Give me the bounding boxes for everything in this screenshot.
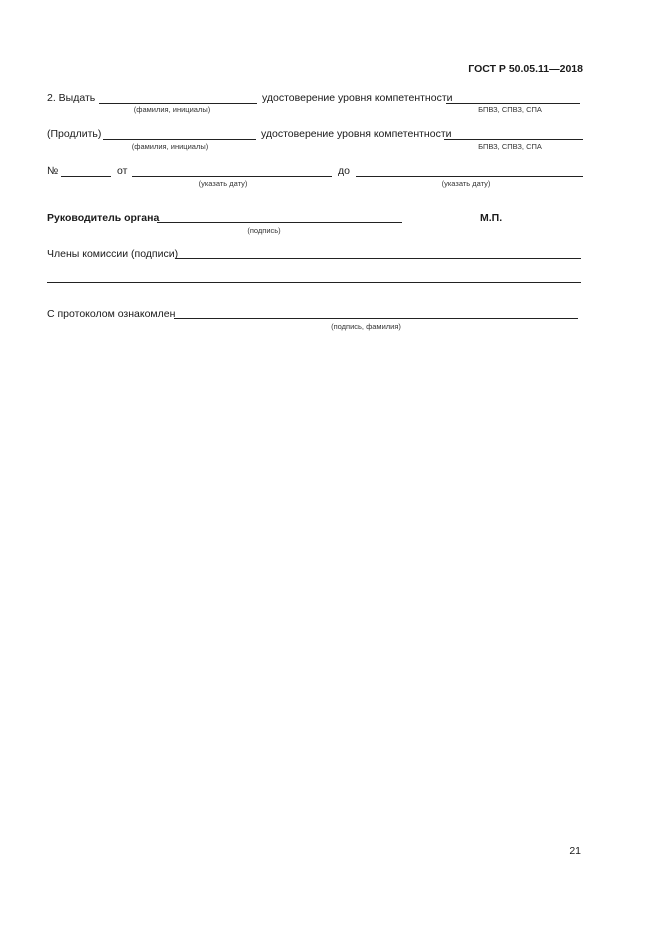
extend-level-field[interactable]	[444, 139, 583, 140]
extend-certificate-text: удостоверение уровня компетентности	[261, 128, 452, 140]
seal-mark: М.П.	[480, 212, 503, 224]
commission-label: Члены комиссии (подписи)	[47, 248, 179, 260]
commission-signature-field-2[interactable]	[47, 282, 581, 283]
acknowledged-signature-field[interactable]	[174, 318, 578, 319]
acknowledged-label: С протоколом ознакомлен	[47, 308, 176, 320]
issue-name-hint: (фамилия, инициалы)	[133, 105, 211, 114]
number-field[interactable]	[61, 176, 111, 177]
head-of-body-label: Руководитель органа	[47, 212, 160, 224]
date-to-hint: (указать дату)	[441, 179, 491, 188]
extend-levels-hint: БПВЗ, СПВЗ, СПА	[478, 142, 542, 151]
extend-label: (Продлить)	[47, 128, 102, 140]
issue-levels-hint: БПВЗ, СПВЗ, СПА	[478, 105, 542, 114]
acknowledged-hint: (подпись, фамилия)	[331, 322, 401, 331]
issue-certificate-text: удостоверение уровня компетентности	[262, 92, 453, 104]
document-code: ГОСТ Р 50.05.11—2018	[468, 63, 583, 75]
commission-signature-field[interactable]	[175, 258, 581, 259]
extend-name-hint: (фамилия, инициалы)	[131, 142, 209, 151]
date-from-hint: (указать дату)	[198, 179, 248, 188]
date-from-label: от	[117, 165, 128, 177]
page-number: 21	[569, 845, 581, 857]
date-to-label: до	[338, 165, 350, 177]
number-label: №	[47, 165, 59, 177]
head-signature-field[interactable]	[157, 222, 402, 223]
issue-level-field[interactable]	[446, 103, 580, 104]
issue-label: 2. Выдать	[47, 92, 96, 104]
extend-name-field[interactable]	[103, 139, 256, 140]
date-to-field[interactable]	[356, 176, 583, 177]
head-signature-hint: (подпись)	[247, 226, 281, 235]
date-from-field[interactable]	[132, 176, 332, 177]
issue-name-field[interactable]	[99, 103, 257, 104]
